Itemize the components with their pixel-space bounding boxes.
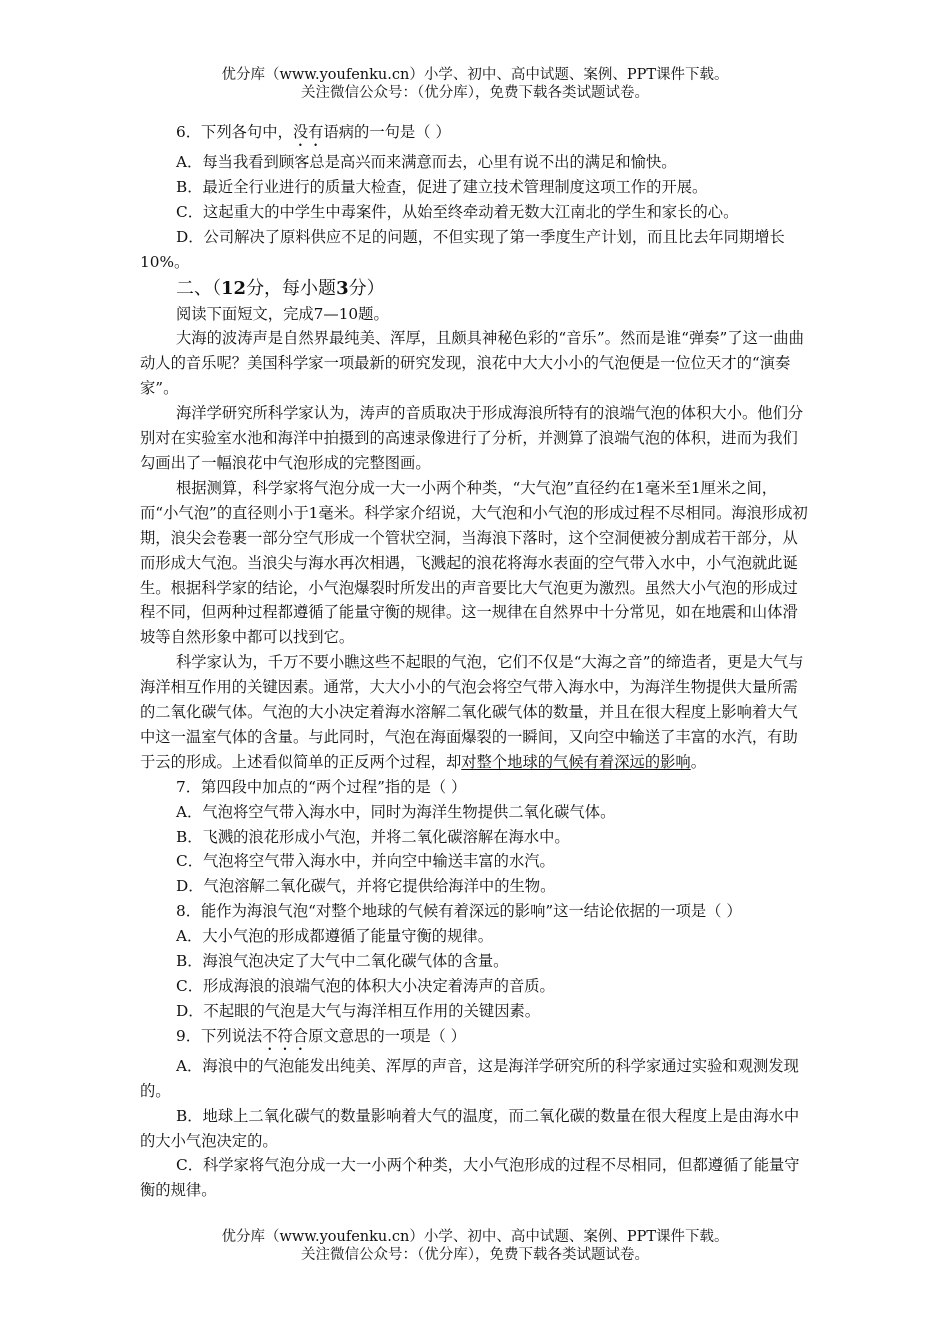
passage-paragraph-2: 海洋学研究所科学家认为，涛声的音质取决于形成海浪所特有的浪端气泡的体积大小。他们分别对在实验室水池和海洋中拍摄到的高速录像进行了分析，并测算了浪端气泡的体积，进而为我们勾画出了一幅浪花中气泡形成的完整图画。 [140, 404, 804, 472]
section-2-heading: 二、（12分，每小题3分） [176, 277, 385, 299]
question-6-option-b: B．最近全行业进行的质量大检查，促进了建立技术管理制度这项工作的开展。 [176, 177, 708, 196]
header-line-2: 关注微信公众号：（优分库），免费下载各类试题试卷。 [301, 85, 649, 101]
question-8-option-b: B．海浪气泡决定了大气中二氧化碳气体的含量。 [176, 952, 509, 971]
underlined-phrase: 对整个地球的气候有着深远的影响 [461, 752, 691, 771]
passage-paragraph-1: 大海的波涛声是自然界最纯美、浑厚，且颇具神秘色彩的“音乐”。然而是谁“弹奏”了这一曲曲动人的音乐呢？美国科学家一项最新的研究发现，浪花中大大小小的气泡便是一位位天才的“演奏家”。 [140, 329, 804, 398]
question-8-stem: 8．能作为海浪气泡“对整个地球的气候有着深远的影响”这一结论依据的一项是（ ） [176, 902, 742, 921]
question-9-stem: 9．下列说法不符合原文意思的一项是（ ） [176, 1026, 466, 1045]
question-7-option-d: D．气泡溶解二氧化碳气，并将它提供给海洋中的生物。 [176, 877, 556, 896]
question-9-option-c: C．科学家将气泡分成一大一小两个种类，大小气泡形成的过程不尽相同，但都遵循了能量守衡的规律。 [140, 1156, 800, 1200]
page-header [0, 66, 950, 102]
passage-paragraph-3: 根据测算，科学家将气泡分成一大一小两个种类，“大气泡”直径约在1毫米至1厘米之间，而“小气泡”的直径则小于1毫米。科学家介绍说，大气泡和小气泡的形成过程不尽相同。海浪形成初期，浪尖会卷裹一部分空气形成一个管状空洞，当海浪下落时，这个空洞便被分割成若干部分，从而形成大气泡。当浪尖与海水再次相遇，飞溅起的浪花将海水表面的空气带入水中，小气泡就此诞生。根据科学家的结论，小气泡爆裂时所发出的声音要比大气泡更为激烈。虽然大小气泡的形成过程不同，但两种过程都遵循了能量守衡的规律。这一规律在自然界中十分常见，如在地震和山体滑坡等自然形象中都可以找到它。 [140, 478, 808, 647]
emphasis-dots: 不符合 [262, 1026, 309, 1045]
question-9-option-b: B．地球上二氧化碳气的数量影响着大气的温度，而二氧化碳的数量在很大程度上是由海水中的大小气泡决定的。 [140, 1106, 800, 1150]
emphasis-dots: 没有 [292, 123, 324, 141]
page-footer [0, 1228, 950, 1264]
question-6-stem: 6．下列各句中，没有语病的一句是（ ） [176, 123, 451, 141]
question-7-option-c: C．气泡将空气带入海水中，并向空中输送丰富的水汽。 [176, 852, 555, 871]
question-7-stem: 7．第四段中加点的“两个过程”指的是（ ） [176, 777, 467, 796]
question-6-option-d: D．公司解决了原料供应不足的问题，不但实现了第一季度生产计划，而且比去年同期增长10%。 [140, 227, 785, 271]
question-7-option-a: A．气泡将空气带入海水中，同时为海洋生物提供二氧化碳气体。 [176, 802, 616, 821]
question-7-option-b: B．飞溅的浪花形成小气泡，并将二氧化碳溶解在海水中。 [176, 827, 570, 846]
passage-intro: 阅读下面短文，完成7—10题。 [176, 304, 389, 323]
footer-line-2: 关注微信公众号：（优分库），免费下载各类试题试卷。 [301, 1247, 649, 1263]
question-6-option-a: A．每当我看到顾客总是高兴而来满意而去，心里有说不出的满足和愉快。 [176, 153, 677, 171]
question-6-option-c: C．这起重大的中学生中毒案件，从始至终牵动着无数大江南北的学生和家长的心。 [176, 202, 739, 221]
header-line-1: 优分库（www.youfenku.cn）小学、初中、高中试题、案例、PPT课件下载。 [221, 67, 729, 83]
passage-paragraph-4: 科学家认为，千万不要小瞧这些不起眼的气泡，它们不仅是“大海之音”的缔造者，更是大气与海洋相互作用的关键因素。通常，大大小小的气泡会将空气带入海水中，为海洋生物提供大量所需的二氧化碳气体。气泡的大小决定着海水溶解二氧化碳气体的数量，并且在很大程度上影响着大气中这一温室气体的含量。与此同时，气泡在海面爆裂的一瞬间，又向空中输送了丰富的水汽，有助于云的形成。上述看似简单的正反两个过程，却对整个地球的气候有着深远的影响。 [140, 653, 804, 771]
question-8-option-d: D．不起眼的气泡是大气与海洋相互作用的关键因素。 [176, 1001, 541, 1020]
question-8-option-c: C．形成海浪的浪端气泡的体积大小决定着涛声的音质。 [176, 977, 555, 995]
question-8-option-a: A．大小气泡的形成都遵循了能量守衡的规律。 [176, 927, 493, 946]
question-9-option-a: A．海浪中的气泡能发出纯美、浑厚的声音，这是海洋学研究所的科学家通过实验和观测发现的。 [140, 1056, 799, 1100]
exam-content [140, 120, 810, 1203]
footer-line-1: 优分库（www.youfenku.cn）小学、初中、高中试题、案例、PPT课件下载。 [221, 1229, 729, 1245]
